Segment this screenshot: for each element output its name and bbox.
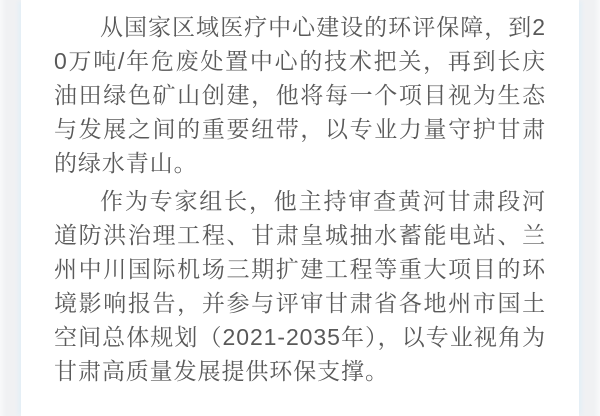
article-content-card xyxy=(21,0,579,416)
article-paragraph-1: 从国家区域医疗中心建设的环评保障，到20万吨/年危废处置中心的技术把关，再到长庆油田绿色矿山创建，他将每一个项目视为生态与发展之间的重要纽带，以专业力量守护甘肃的绿水青山。 xyxy=(54,14,546,176)
article-paragraph-2: 作为专家组长，他主持审查黄河甘肃段河道防洪治理工程、甘肃皇城抽水蓄能电站、兰州中川国际机场三期扩建工程等重大项目的环境影响报告，并参与评审甘肃省各地州市国土空间总体规划（2021-2035年），以专业视角为甘肃高质量发展提供环保支撑。 xyxy=(54,188,546,384)
